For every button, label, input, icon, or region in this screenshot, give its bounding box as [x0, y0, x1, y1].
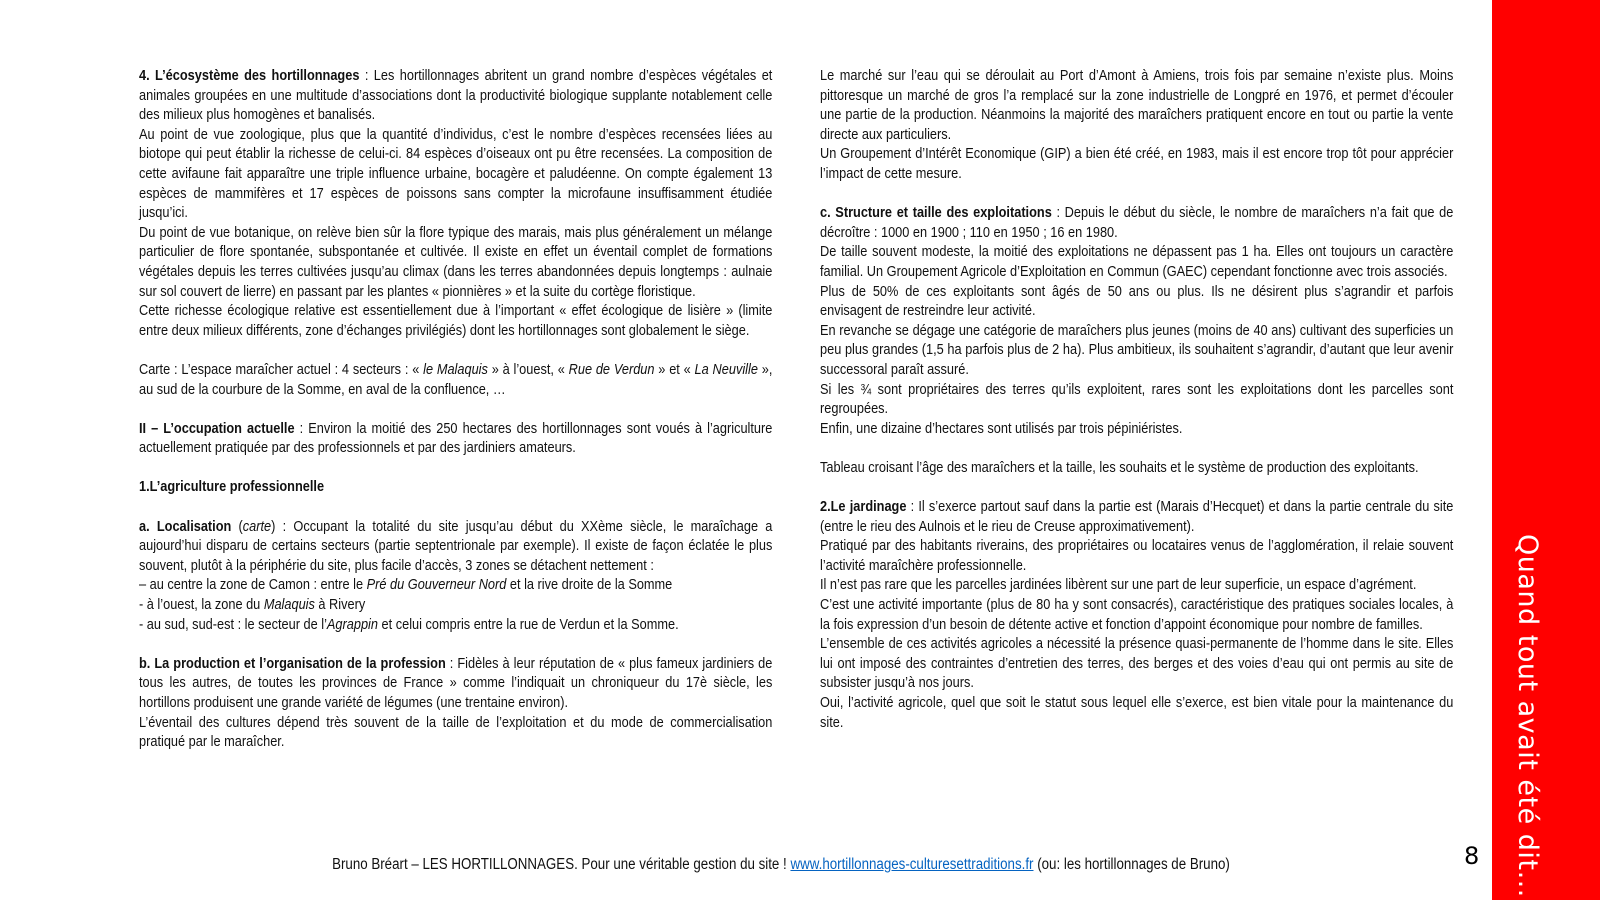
paragraph: [139, 713, 772, 752]
bold-heading: II – L’occupation actuelle: [139, 419, 295, 437]
list-item: [139, 615, 772, 635]
blank-line: [139, 634, 772, 654]
italic-text: Agrappin: [326, 615, 378, 633]
paragraph: [139, 223, 772, 301]
text-run: et la rive droite de la Somme: [506, 576, 673, 594]
italic-text: Pré du Gouverneur Nord: [366, 576, 507, 594]
website-link[interactable]: www.hortillonnages-culturesettraditions.fr: [790, 856, 1034, 873]
blank-line: [139, 497, 772, 517]
text-run: : Depuis le début du siècle, le nombre de maraîchers n’a fait que de décroître : 1000 en 1900 ; 110 en 1950 ; 16 en 1980.: [820, 204, 1454, 241]
bold-heading: 2.Le jardinage: [820, 498, 907, 516]
vertical-chapter-title: Quand tout avait été dit…: [1512, 534, 1543, 898]
text-run: (: [231, 517, 243, 535]
blank-line: [139, 458, 772, 478]
paragraph: [139, 419, 772, 458]
paragraph: [820, 144, 1453, 183]
paragraph: [820, 66, 1453, 144]
blank-line: [820, 184, 1453, 204]
text-run: Tableau croisant l’âge des maraîchers et la taille, les souhaits et le système de production des exploitants.: [820, 458, 1419, 476]
paragraph: [820, 458, 1453, 478]
text-run: - au sud, sud-est : le secteur de l’: [139, 615, 327, 633]
bold-heading: a. Localisation: [139, 517, 232, 535]
footer-text: Bruno Bréart – LES HORTILLONNAGES. Pour une véritable gestion du site !: [332, 856, 791, 873]
text-run: Il n’est pas rare que les parcelles jardinées libèrent sur une part de leur superficie, un espace d’agrément.: [820, 576, 1417, 594]
paragraph: [820, 203, 1453, 242]
text-run: : Les hortillonnages abritent un grand nombre d’espèces végétales et animales groupées en une multitude d’associations dont la productivité biologique supplante notablement celle des milieux plus homogènes et banalisés.: [139, 67, 773, 124]
text-run: ) : Occupant la totalité du site jusqu’au début du XXème siècle, le maraîchage a aujourd’hui disparu de certains secteurs (partie septentrionale par exemple). Il existe de façon éclatée le plus souvent, plutôt à la périphérie du site, plus facile d’accès, 3 zones se détachent nettement :: [139, 517, 773, 574]
paragraph: [139, 125, 772, 223]
paragraph: [820, 575, 1453, 595]
paragraph: [820, 282, 1453, 321]
text-run: De taille souvent modeste, la moitié des exploitations ne dépassent pas 1 ha. Elles ont toujours un caractère familial. Un Groupement Agricole d’Exploitation en Commun (GAEC) cependant fonctionne avec trois associés.: [820, 243, 1454, 280]
paragraph: [139, 517, 772, 576]
text-run: L’ensemble de ces activités agricoles a nécessité la présence quasi-permanente de l’homme dans le site. Elles lui ont imposé des contraintes d’entretien des terres, des berges et des voies d’eau qui ont permis au site de subsister jusqu’à nos jours.: [820, 635, 1454, 692]
text-run: .: [884, 400, 889, 418]
paragraph: [820, 497, 1453, 536]
text-run: », au sud de la courbure de la Somme, en aval de la confluence, …: [139, 360, 773, 398]
italic-text: Rue de Verdun: [568, 360, 655, 378]
text-run: : Environ la moitié des 250 hectares des hortillonnages sont voués à l’agriculture actuellement pratiquée par des professionnels et par des jardiniers amateurs.: [139, 419, 773, 457]
blank-line: [139, 399, 772, 419]
sidebar-band: [1492, 0, 1600, 900]
paragraph: [139, 66, 772, 125]
paragraph: [820, 380, 1453, 419]
text-run: .: [947, 125, 952, 143]
italic-text: La Neuville: [694, 360, 758, 378]
blank-line: [820, 438, 1453, 458]
paragraph: [139, 477, 772, 497]
text-run: Plus de 50% de ces exploitants sont âgés de 50 ans ou plus. Ils ne désirent plus s’agrandir et parfois envisagent de restreindre leur activité.: [820, 282, 1454, 320]
blank-line: [820, 477, 1453, 497]
italic-text: le Malaquis: [423, 360, 488, 378]
paragraph: [820, 634, 1453, 693]
paragraph: [820, 321, 1453, 380]
text-run: » à l’ouest, «: [487, 360, 569, 378]
text-run: Un Groupement d’Intérêt Economique (GIP) a bien été créé, en 1983, mais il est encore trop tôt pour apprécier l’impact de cette mesure.: [820, 145, 1454, 182]
paragraph: [820, 419, 1453, 439]
paragraph: [820, 595, 1453, 634]
bold-heading: b. La production et l’organisation de la profession: [139, 654, 446, 672]
paragraph: [139, 301, 772, 340]
footer: [0, 856, 1562, 874]
text-run: et celui compris entre la rue de Verdun et la Somme.: [377, 615, 679, 633]
text-run: Carte : L’espace maraîcher actuel : 4 secteurs : «: [139, 360, 424, 378]
bold-heading: c. Structure et taille des exploitations: [820, 204, 1052, 222]
paragraph: [820, 693, 1453, 732]
list-item: [139, 595, 772, 615]
italic-text: carte: [242, 517, 272, 535]
paragraph: [139, 360, 772, 399]
blank-line: [139, 340, 772, 360]
text-run: Du point de vue botanique, on relève bien sûr la flore typique des marais, mais plus généralement un mélange particulier de flore spontanée, subspontanée et cultivée. Il existe en effet un éventail complet de formations végétales depuis les terres cultivées jusqu’au climax (dans les terres abandonnées depuis longtemps : aulnaie sur sol couvert de lierre) en passant par les plantes « pionnières » et la suite du cortège floristique.: [139, 223, 773, 300]
italic-text: Malaquis: [263, 596, 315, 614]
text-run: : Fidèles à leur réputation de « plus fameux jardiniers de tous les autres, de toutes les provinces de France » comme l’indiquait un chroniqueur du 17è siècle, les hortillons produisent une grande variété de légumes (une trentaine environ).: [139, 654, 773, 711]
text-run: Pratiqué par des habitants riverains, des propriétaires ou locataires venus de l’agglomération, il relaie souvent l’activité maraîchère professionnelle.: [820, 537, 1454, 574]
text-run: Oui, l’activité agricole, quel que soit le statut sous lequel elle s’exerce, est bien vitale pour la maintenance du site.: [820, 694, 1454, 731]
paragraph: [820, 242, 1453, 281]
page-number: 8: [1464, 842, 1480, 870]
text-run: L’éventail des cultures dépend très souvent de la taille de l’exploitation et du mode de commercialisation pratiqué par le maraîcher.: [139, 713, 773, 751]
text-run: En revanche se dégage une catégorie de maraîchers plus jeunes (moins de 40 ans) cultivant des superficies un peu plus grandes (1,5 ha parfois plus de 2 ha). Plus ambitieux, ils souhaitent s’agrandir, d’autant que leur avenir successoral paraît assuré.: [820, 321, 1454, 378]
text-run: Si les ¾ sont propriétaires des terres qu’ils exploitent, rares sont les exploitations dont les parcelles sont regroupées: [820, 380, 1454, 418]
right-column: [820, 66, 1453, 732]
text-run: : Il s’exerce partout sauf dans la partie est (Marais d’Hecquet) et dans la partie centrale du site (entre le rieu des Aulnois et le rieu de Creuse approximativement).: [820, 498, 1454, 535]
bold-heading: 1.L’agriculture professionnelle: [139, 478, 325, 496]
paragraph: [139, 654, 772, 713]
text-run: - à l’ouest, la zone du: [139, 596, 264, 614]
list-item: [139, 575, 772, 595]
text-run: à Rivery: [314, 596, 366, 614]
text-run: C’est une activité importante (plus de 80 ha y sont consacrés), caractéristique des pratiques sociales locales, à la fois expression d’un besoin de détente active et fonction d’appoint économique pour nombre de familles.: [820, 596, 1454, 633]
text-run: Au point de vue zoologique, plus que la quantité d’individus, c’est le nombre d’espèces recensées liées au biotope qui peut établir la richesse de celui-ci. 84 espèces d’oiseaux ont pu être recensées. La composition de cette avifaune fait apparaître une triple influence urbaine, bocagère et paludéenne. On compte également 13 espèces de mammifères et 17 espèces de poissons sans compter la microfaune insuffisamment étudiée jusqu’ici.: [139, 125, 773, 222]
text-run: – au centre la zone de Camon : entre le: [139, 576, 367, 594]
text-run: Cette richesse écologique relative est essentiellement due à l’important « effet écologique de lisière » (limite entre deux milieux différents, zone d’échanges privilégiés) dont les hortillonnages sont globalement le siège.: [139, 302, 773, 339]
text-run: Le marché sur l’eau qui se déroulait au Port d’Amont à Amiens, trois fois par semaine n’existe plus. Moins pittoresque un marché de gros l’a remplacé sur la zone industrielle de Longpré en 1976, et permet d’écouler une partie de la production. Néanmoins la majorité des maraîchers pratiquent encore en tout ou partie la vente directe aux particuliers: [820, 67, 1454, 143]
text-run: Enfin, une dizaine d’hectares sont utilisés par trois pépiniéristes.: [820, 419, 1183, 437]
paragraph: [820, 536, 1453, 575]
footer-suffix: (ou: les hortillonnages de Bruno): [1033, 856, 1230, 873]
bold-heading: 4. L’écosystème des hortillonnages: [139, 67, 360, 84]
text-run: » et «: [654, 360, 695, 378]
left-column: [139, 66, 772, 752]
